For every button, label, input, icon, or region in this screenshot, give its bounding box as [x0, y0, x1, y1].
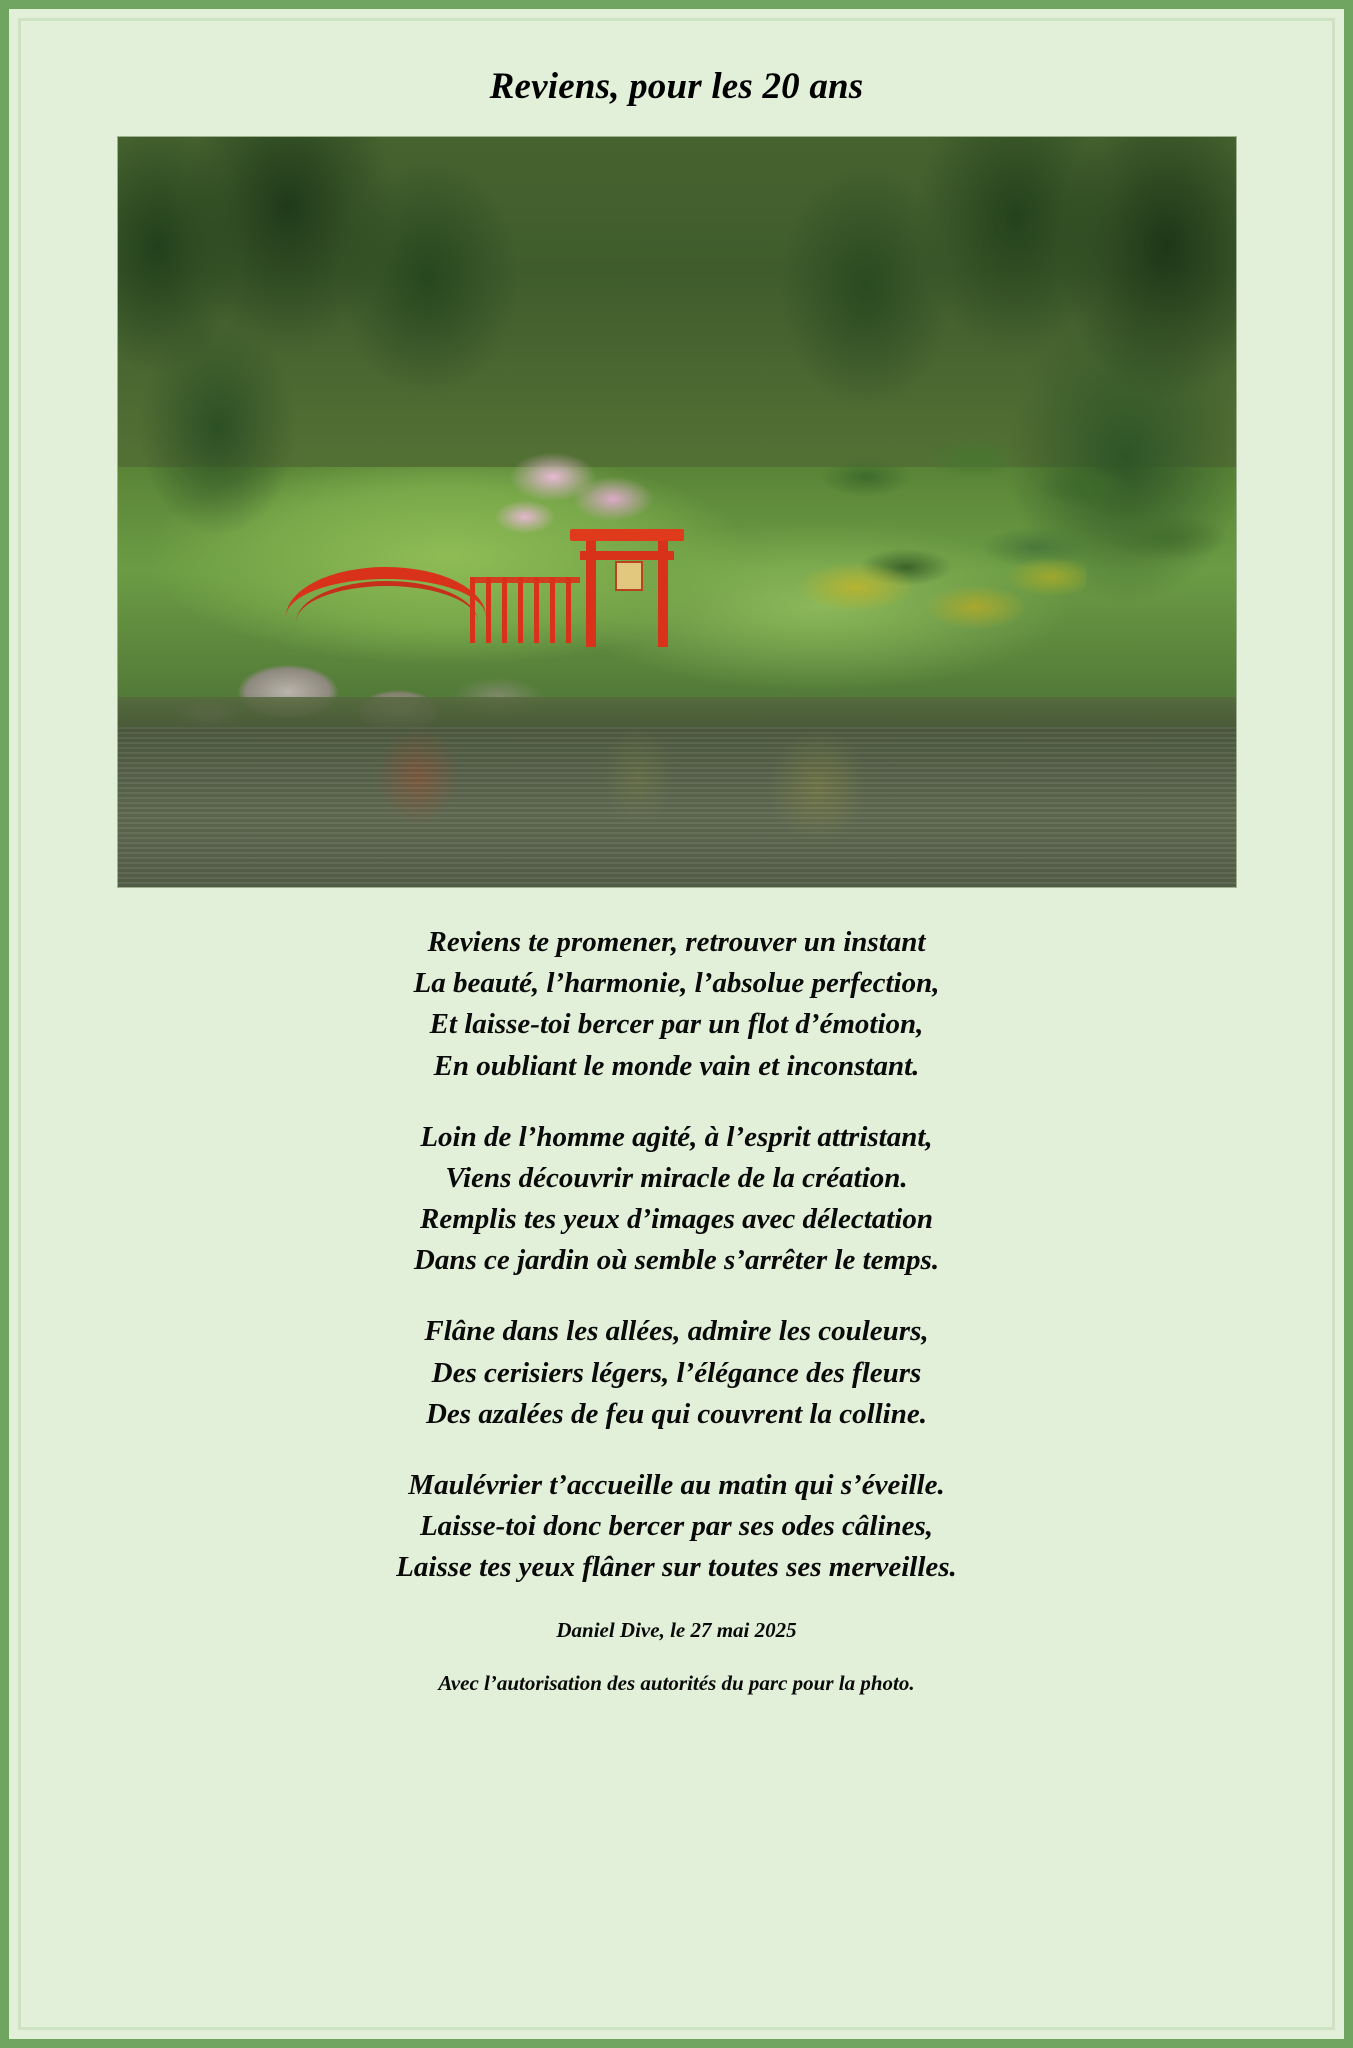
photo-trees-left	[117, 136, 528, 597]
photo-torii-plaque	[615, 561, 643, 591]
page-title: Reviens, pour les 20 ans	[489, 66, 864, 107]
author-signature: Daniel Dive, le 27 mai 2025	[556, 1618, 797, 1643]
poem-line: Des azalées de feu qui couvrent la colline.	[425, 1397, 927, 1430]
poem-line: Remplis tes yeux d’images avec délectation	[419, 1203, 934, 1236]
poem-line: Dans ce jardin où semble s’arrêter le temps.	[413, 1244, 940, 1277]
photo-credit: Avec l’autorisation des autorités du parc pour la photo.	[438, 1671, 915, 1696]
poem-line: Viens découvrir miracle de la création.	[445, 1161, 908, 1194]
photo-red-fence	[470, 577, 580, 643]
japanese-garden-photo	[117, 136, 1237, 888]
poem-line: Maulévrier t’accueille au matin qui s’éveille.	[408, 1468, 945, 1501]
poem-line: Laisse tes yeux flâner sur toutes ses merveilles.	[396, 1551, 957, 1584]
photo-water-reflections	[118, 727, 1236, 887]
poem-stanza	[17, 1117, 1336, 1282]
poem-line: En oubliant le monde vain et inconstant.	[433, 1049, 920, 1082]
photo-container	[117, 136, 1237, 888]
photo-torii-lintel	[570, 529, 684, 541]
poem-stanza	[17, 1311, 1336, 1435]
poem-line: Loin de l’homme agité, à l’esprit attristant,	[420, 1120, 933, 1153]
poem-line: Reviens te promener, retrouver un instant	[427, 926, 926, 958]
poem-stanza	[17, 922, 1336, 1087]
poem-line: Et laisse-toi bercer par un flot d’émotion,	[429, 1008, 924, 1041]
photo-torii-crossbeam	[580, 551, 674, 560]
poem-line: Des cerisiers légers, l’élégance des fleurs	[431, 1356, 922, 1389]
poem-stanza	[17, 1465, 1336, 1589]
poem-body	[17, 922, 1336, 1588]
poem-line: Flâne dans les allées, admire les couleurs,	[424, 1315, 929, 1348]
photo-golden-shrubs	[786, 537, 1086, 657]
poem-line: Laisse-toi donc bercer par ses odes câlines,	[419, 1510, 934, 1543]
poem-line: La beauté, l’harmonie, l’absolue perfection,	[413, 967, 940, 1000]
